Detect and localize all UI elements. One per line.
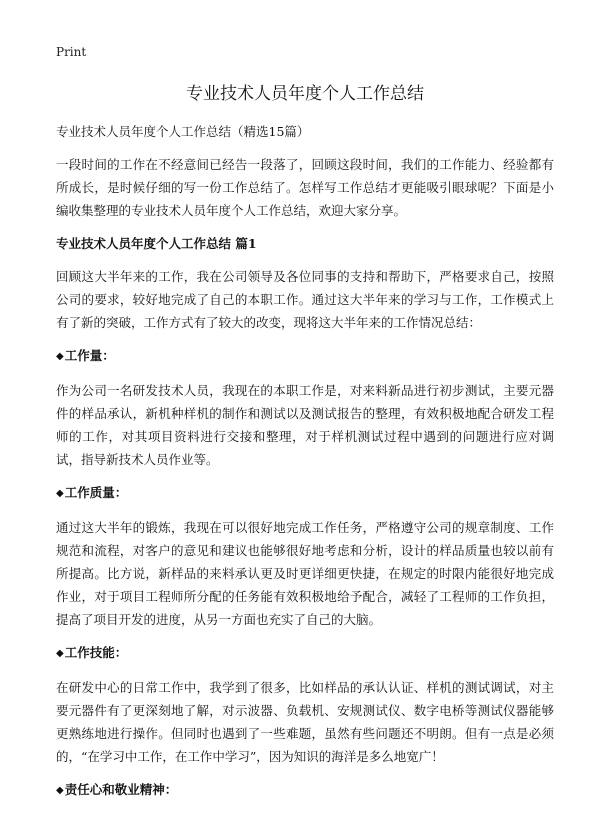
duty-heading bbox=[56, 778, 554, 803]
page-title: 专业技术人员年度个人工作总结 bbox=[186, 84, 424, 104]
diamond-bullet-icon: ◆ bbox=[56, 648, 64, 659]
overview-paragraph: 回顾这大半年来的工作，我在公司领导及各位同事的支持和帮助下，严格要求自己，按照公司的要求，较好地完成了自己的本职工作。通过这大半年来的学习与工作，工作模式上有了新的突破，工作方式有了较大的改变，现将这大半年来的工作情况总结： bbox=[56, 269, 554, 330]
workload-heading bbox=[56, 344, 554, 369]
intro-paragraph: 一段时间的工作在不经意间已经告一段落了，回顾这段时间，我们的工作能力、经验都有所成长，是时候仔细的写一份工作总结了。怎样写工作总结才更能吸引眼球呢？下面是小编收集整理的专业技术人员年度个人工作总结，欢迎大家分享。 bbox=[56, 157, 554, 218]
section-heading: 专业技术人员年度个人工作总结 篇1 bbox=[56, 236, 257, 251]
quality-heading bbox=[56, 481, 554, 506]
diamond-bullet-icon: ◆ bbox=[56, 351, 64, 362]
diamond-bullet-icon: ◆ bbox=[56, 785, 64, 796]
quality-heading-text: 工作质量： bbox=[64, 485, 128, 500]
diamond-bullet-icon: ◆ bbox=[56, 488, 64, 499]
skill-heading-text: 工作技能： bbox=[64, 645, 128, 660]
document-subtitle: 专业技术人员年度个人工作总结（精选15篇） bbox=[56, 124, 310, 139]
quality-paragraph: 通过这大半年的锻炼，我现在可以很好地完成工作任务，严格遵守公司的规章制度、工作规范和流程，对客户的意见和建议也能够很好地考虑和分析，设计的样品质量也较以前有所提高。比方说，新样品的来料承认更及时更详细更快捷，在规定的时限内能很好地完成作业，对于项目工程师所分配的任务能有效积极地给予配合，减轻了工程师的工作负担，提高了项目开发的进度，从另一方面也充实了自己的大脑。 bbox=[56, 520, 554, 627]
workload-paragraph: 作为公司一名研发技术人员，我现在的本职工作是，对来料新品进行初步测试，主要元器件的样品承认，新机种样机的制作和测试以及测试报告的整理，有效积极地配合研发工程师的工作，对其项目资料进行交接和整理，对于样机测试过程中遇到的问题进行应对调试，指导新技术人员作业等。 bbox=[56, 383, 554, 467]
skill-heading bbox=[56, 641, 554, 666]
skill-paragraph: 在研发中心的日常工作中，我学到了很多，比如样品的承认认证、样机的测试调试，对主要元器件有了更深刻地了解，对示波器、负载机、安规测试仪、数字电桥等测试仪器能够更熟练地进行操作。但同时也遇到了一些难题，虽然有些问题还不明朗。但有一点是必须的，“在学习中工作，在工作中学习”，因为知识的海洋是多么地宽广！ bbox=[56, 680, 554, 764]
duty-heading-text: 责任心和敬业精神： bbox=[64, 782, 178, 797]
print-link[interactable]: Print bbox=[56, 45, 87, 59]
workload-heading-text: 工作量： bbox=[64, 348, 115, 363]
